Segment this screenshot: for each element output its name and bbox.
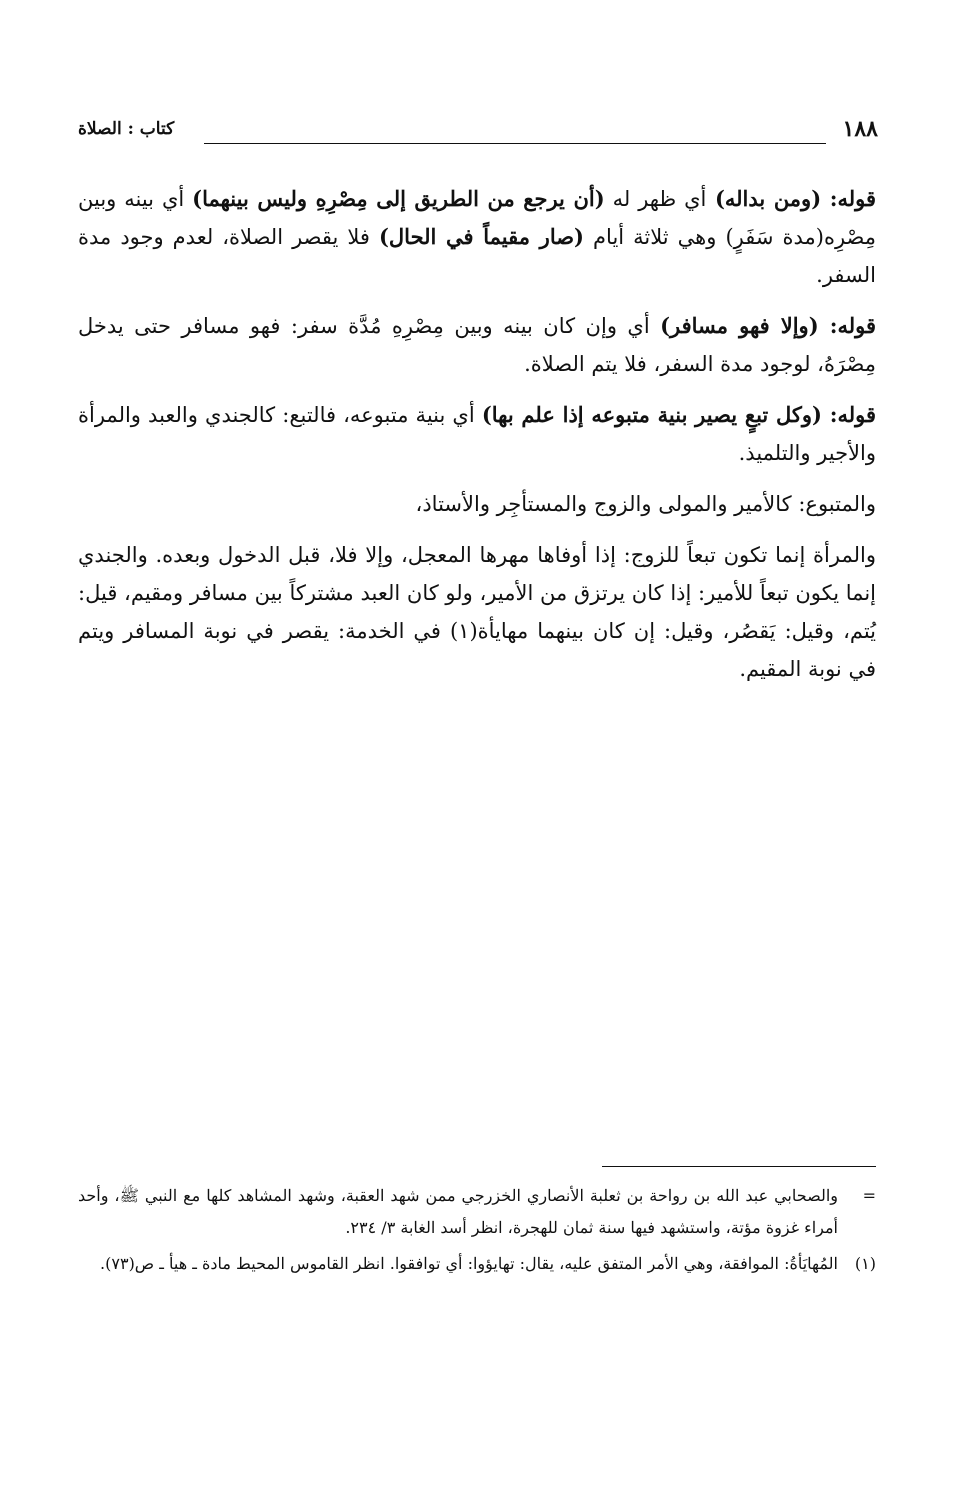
paragraph-5 (78, 536, 876, 688)
footnote-marker: = (862, 1186, 876, 1205)
paragraph-3 (78, 396, 876, 472)
text-run: قوله: (وكل تبعٍ يصير بنية متبوعه إذا علم بها) (481, 402, 876, 427)
footnote-1 (78, 1248, 876, 1280)
paragraph-1 (78, 180, 876, 294)
text-run: (صار مقيماً في الحال) (378, 224, 584, 249)
main-text (78, 180, 876, 701)
text-run: أي بينه وبين مِصْرِه(مدة سَفَرٍ) وهي ثلاثة أيام (78, 187, 876, 249)
footnotes (78, 1180, 876, 1284)
running-title: كتاب : الصلاة (78, 119, 175, 139)
paragraph-2 (78, 307, 876, 383)
paragraph-4 (78, 485, 876, 523)
text-run: قوله: (ومن بداله) (706, 186, 876, 211)
page-number: ١٨٨ (842, 116, 878, 142)
text-run: أي بنية متبوعه، فالتبع: كالجندي والعبد والمرأة والأجير والتلميذ. (78, 403, 876, 465)
text-run: قوله: (وإلا فهو مسافر) (660, 313, 876, 338)
text-run: أي وإن كان بينه وبين مِصْرِهِ مُدَّة سفر: فهو مسافر حتى يدخل مِصْرَهُ، لوجود مدة السفر، فلا يتم الصلاة. (78, 314, 876, 376)
footnote-separator (602, 1166, 876, 1167)
page-header (78, 116, 878, 150)
text-run: والمرأة إنما تكون تبعاً للزوج: إذا أوفاها مهرها المعجل، وإلا فلا، قبل الدخول وبعده. والجندي إنما يكون تبعاً للأمير: إذا كان يرتزق من الأمير، ولو كان العبد مشتركاً بين مسافر ومقيم، قيل: يُتم، وقيل: يَقصُر، وقيل: إن كان بينهما مهايأة(١) في الخدمة: يقصر في نوبة المسافر ويتم في نوبة المقيم. (78, 543, 877, 681)
text-run: فلا يقصر الصلاة، لعدم وجود مدة السفر. (78, 225, 876, 287)
text-run: والمتبوع: كالأمير والمولى والزوج والمستأجِر والأستاذ، (415, 492, 876, 516)
footnote-continued (78, 1180, 876, 1244)
footnote-text: والصحابي عبد الله بن رواحة بن ثعلبة الأنصاري الخزرجي ممن شهد العقبة، وشهد المشاهد كلها مع النبي ﷺ، وأحد أمراء غزوة مؤتة، واستشهد فيها سنة ثمان للهجرة، انظر أسد الغابة ٣/ ٢٣٤. (78, 1186, 838, 1237)
footnote-marker: (١) (854, 1254, 876, 1273)
text-run: (أن يرجع من الطريق إلى مِصْرِهِ وليس بينهما) (192, 186, 605, 211)
footnote-text: المُهايَأةُ: الموافقة، وهي الأمر المتفق عليه، يقال: تهايؤوا: أي توافقوا. انظر القاموس المحيط مادة ـ هيأ ـ ص(٧٣). (100, 1254, 838, 1273)
text-run: أي ظهر له (604, 187, 707, 211)
header-rule (204, 143, 826, 144)
